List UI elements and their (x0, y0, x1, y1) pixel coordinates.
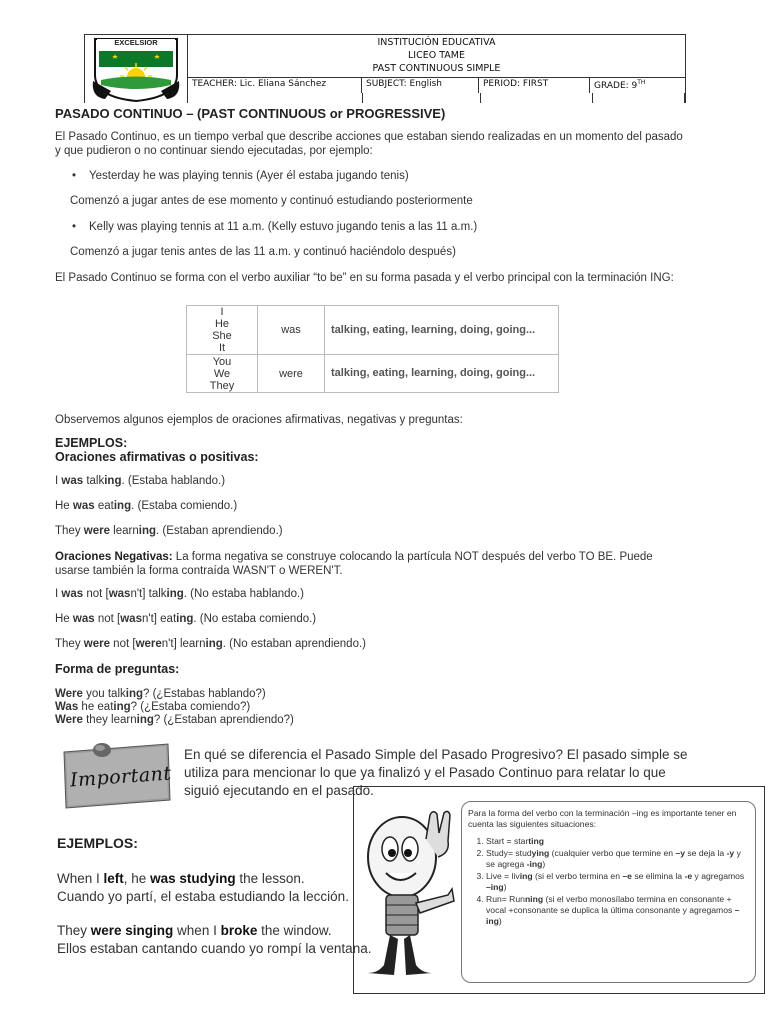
rule-bold: –ing (486, 905, 740, 926)
affirmative-example-2 (55, 500, 237, 512)
ex-part: They (55, 525, 84, 537)
examples-heading-2: EJEMPLOS: (57, 835, 138, 851)
questions-list (55, 688, 294, 727)
affirmative-example-1 (55, 475, 225, 487)
negative-explanation: La forma negativa se construye colocando la partícula NOT después del verbo TO BE. Puede usarse también la forma contraída WASN'T o WEREN'T. (55, 551, 653, 577)
page-title: PASADO CONTINUO – (PAST CONTINUOUS or PROGRESSIVE) (55, 106, 446, 121)
ex-part: n't] learn (161, 638, 206, 650)
topic-name: PAST CONTINUOUS SIMPLE (372, 63, 501, 74)
grade-text: GRADE: 9 (594, 81, 638, 91)
rule-bold: -e (684, 871, 693, 881)
intro-paragraph: El Pasado Continuo, es un tiempo verbal que describe acciones que estaban siendo realizadas en un momento del pasado y que pudieron o no continuar siendo ejecutadas, por ejemplo: (55, 131, 683, 157)
pronoun: They (209, 379, 235, 392)
header-info-row (188, 77, 685, 93)
ex-aux: was (61, 475, 84, 487)
rule-bold: -y (726, 848, 735, 858)
rule-item (486, 836, 751, 847)
ex2-part: When I (57, 871, 104, 886)
ex-part: n't] talk (130, 588, 167, 600)
ex-part: not [ (94, 613, 121, 625)
rule-part: (si el verbo monosílabo termina en consonante + vocal +consonante se duplica la última consonante y agregamos (486, 894, 735, 915)
q-ing: ing (125, 688, 143, 700)
rule-part: Study= stud (486, 848, 532, 858)
pronoun: He (214, 318, 230, 330)
bullet-marker-2: • (72, 221, 77, 233)
ex-aux: was (72, 613, 95, 625)
logo-top-text: EXCELSIOR (114, 38, 158, 47)
q-part: they learn (82, 714, 137, 726)
rules-panel (461, 801, 756, 983)
grade-sup: TH (637, 79, 646, 86)
ex-part: talk (83, 475, 105, 487)
rule-part: Run= Run (486, 894, 525, 904)
rule-part: ) (503, 882, 507, 892)
q-part: ? (¿Estaba comiendo?) (130, 701, 251, 713)
example2-line-1 (57, 870, 305, 888)
institution-name: INSTITUCIÓN EDUCATIVA (377, 37, 496, 48)
grade-cell (590, 77, 685, 93)
rule-part: (si el verbo termina en (532, 871, 623, 881)
ex2-bold: were singing (90, 923, 174, 938)
example2-line-4: Ellos estaban cantando cuando yo rompí la ventana. (57, 941, 372, 956)
ex-aux: was (61, 588, 84, 600)
q-part: ? (¿Estabas hablando?) (143, 688, 266, 700)
ex-ing: ing (138, 525, 157, 537)
negative-example-2 (55, 613, 316, 625)
important-text: En qué se diferencia el Pasado Simple del Pasado Progresivo? El pasado simple se utiliza para mencionar lo que ya finalizó y el Pasado Continuo para relatar lo que siguió ejecutando en el pasado. (184, 747, 688, 798)
ex-part: . (Estaba comiendo.) (131, 500, 238, 512)
negative-heading: Oraciones Negativas: (55, 551, 173, 563)
ex-aux: was (108, 588, 131, 600)
q-ing: ing (136, 714, 154, 726)
ex-part: . (No estaban aprendiendo.) (222, 638, 366, 650)
pronoun: She (212, 330, 232, 342)
affirmative-heading: Oraciones afirmativas o positivas: (55, 450, 259, 464)
rule-bold: –y (675, 848, 685, 858)
q-part: he eat (78, 701, 114, 713)
rule-bold: ning (524, 894, 544, 904)
ex-part: I (55, 475, 62, 487)
lightbulb-mascot-icon (360, 807, 460, 982)
header-table (84, 34, 686, 103)
header-title-block (188, 35, 685, 78)
rule-bold: –e (622, 871, 632, 881)
pronoun: You (212, 355, 232, 368)
header-info-row-lines (188, 93, 685, 103)
pronoun: I (220, 306, 224, 318)
ex-part: I (55, 588, 62, 600)
ex-part: They (55, 638, 84, 650)
pronoun: It (218, 342, 226, 354)
question-example (55, 701, 294, 714)
rule-bold: -ing (526, 859, 543, 869)
period-cell: PERIOD: FIRST (479, 77, 590, 93)
formation-paragraph: El Pasado Continuo se forma con el verbo auxiliar “to be” en su forma pasada y el verbo principal con la terminación ING: (55, 272, 674, 284)
ex-part: not [ (109, 638, 136, 650)
rule-bold: –ing (486, 882, 504, 892)
logo-bottom-text: LICEO TAME (116, 89, 156, 96)
rule-bold: ing (519, 871, 533, 881)
ex-part: not [ (83, 588, 109, 600)
pronoun-cell (187, 355, 258, 393)
table-row (187, 306, 559, 355)
rule-part: (cualquier verbo que termine en (549, 848, 676, 858)
table-row (187, 355, 559, 393)
rule-bold: ting (528, 836, 545, 846)
q-aux: Was (55, 701, 79, 713)
ex-aux: was (72, 500, 95, 512)
ex2-part: the lesson. (235, 871, 305, 886)
example2-line-2: Cuando yo partí, el estaba estudiando la lección. (57, 889, 349, 904)
ex-aux: were (135, 638, 162, 650)
ex-part: . (Estaba hablando.) (121, 475, 226, 487)
verbs-cell: talking, eating, learning, doing, going... (325, 306, 559, 355)
affirmative-example-3 (55, 525, 283, 537)
ex2-bold: left (103, 871, 124, 886)
school-name: LICEO TAME (408, 50, 465, 61)
rule-part: Live = liv (486, 871, 520, 881)
negative-example-3 (55, 638, 366, 650)
teacher-cell: TEACHER: Lic. Eliana Sánchez (188, 77, 362, 93)
question-example (55, 714, 294, 727)
question-example (55, 688, 294, 701)
ex-ing-hidden: ing (104, 475, 122, 487)
ex2-part: when I (173, 923, 221, 938)
subject-cell: SUBJECT: English (362, 77, 479, 93)
ex2-bold: broke (220, 923, 258, 938)
ex-part: . (Estaban aprendiendo.) (156, 525, 283, 537)
ex-aux: were (83, 525, 110, 537)
q-part: ? (¿Estaban aprendiendo?) (153, 714, 294, 726)
school-logo-cell (85, 35, 188, 103)
q-aux: Were (55, 688, 83, 700)
rule-part: se deja la (684, 848, 727, 858)
aux-cell: was (258, 306, 325, 355)
verbs-cell: talking, eating, learning, doing, going... (325, 355, 559, 393)
ex-part: n't] eat (141, 613, 177, 625)
pronoun-cell (187, 306, 258, 355)
rule-part: Start = star (486, 836, 529, 846)
rule-item (486, 848, 751, 870)
aux-cell: were (258, 355, 325, 393)
ing-rules-box (353, 786, 765, 994)
example-bullet-1: Yesterday he was playing tennis (Ayer él estaba jugando tenis) (89, 170, 409, 182)
q-part: you talk (82, 688, 126, 700)
rule-item (486, 871, 751, 893)
observe-text: Observemos algunos ejemplos de oraciones afirmativas, negativas y preguntas: (55, 414, 463, 426)
negative-paragraph (55, 550, 685, 578)
q-aux: Were (55, 714, 83, 726)
rule-part: ) (498, 916, 502, 926)
rule-item (486, 894, 751, 927)
questions-heading: Forma de preguntas: (55, 662, 180, 676)
ex-part: eat (94, 500, 114, 512)
ex2-part: the window. (257, 923, 332, 938)
ex-ing: ing (113, 500, 132, 512)
ex-part: . (No estaba hablando.) (183, 588, 304, 600)
example-bullet-2: Kelly was playing tennis at 11 a.m. (Kelly estuvo jugando tenis a las 11 a.m.) (89, 221, 478, 233)
ex2-part: They (57, 923, 91, 938)
explanation-1: Comenzó a jugar antes de ese momento y continuó estudiando posteriormente (70, 195, 473, 207)
ex-part: . (No estaba comiendo.) (193, 613, 317, 625)
ex-ing: ing (205, 638, 223, 650)
ex-part: He (55, 613, 73, 625)
ex2-bold: was studying (150, 871, 236, 886)
rule-bold: ying (531, 848, 550, 858)
q-ing: ing (113, 701, 131, 713)
rule-part: y se agrega (486, 848, 741, 869)
pronoun: We (213, 367, 231, 380)
ex-ing: ing (166, 588, 184, 600)
negative-example-1 (55, 588, 304, 600)
rule-part: y agregamos (692, 871, 745, 881)
important-note-image (56, 738, 174, 812)
example2-line-3 (57, 922, 332, 940)
rules-intro: Para la forma del verbo con la terminación –ing es importante tener en cuenta las siguientes situaciones: (468, 808, 737, 829)
conjugation-table (186, 305, 559, 393)
ex-aux: were (83, 638, 110, 650)
ex-part: learn (109, 525, 139, 537)
ex-part: He (55, 500, 73, 512)
rule-part: se elimina la (631, 871, 685, 881)
ex-aux: was (120, 613, 142, 625)
ex2-part: , he (123, 871, 151, 886)
rule-part: ) (542, 859, 546, 869)
bullet-marker-1: • (72, 170, 77, 182)
examples-heading: EJEMPLOS: (55, 436, 128, 450)
important-label: Important (69, 762, 173, 792)
ex-ing: ing (176, 613, 194, 625)
rules-list (468, 836, 751, 927)
explanation-2: Comenzó a jugar tenis antes de las 11 a.m. y continuó haciéndolo después) (70, 246, 456, 258)
